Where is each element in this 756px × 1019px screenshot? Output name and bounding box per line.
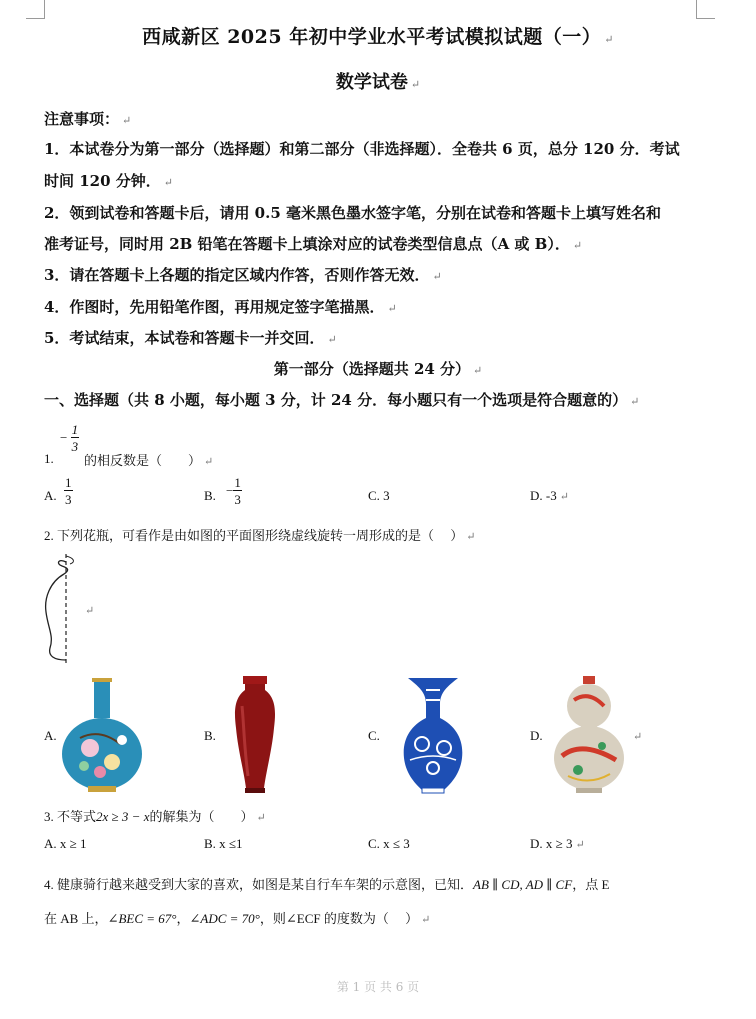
q1-option-b: B. bbox=[204, 488, 216, 503]
q3-option-b: B. x ≤1 bbox=[204, 836, 243, 851]
q3-inequality: 2x ≥ 3 − x bbox=[96, 809, 150, 824]
q3-option-c: C. x ≤ 3 bbox=[368, 836, 410, 851]
notice-heading: 注意事项： ↵ bbox=[44, 110, 132, 128]
q1-fraction bbox=[60, 423, 79, 453]
page-footer: 第 1 页 共 6 页 bbox=[336, 980, 420, 994]
section-title: 一、选择题（共 8 小题，每小题 3 分，计 24 分．每小题只有一个选项是符合题意的） ↵ bbox=[44, 391, 640, 409]
crop-mark-top-right bbox=[696, 0, 715, 19]
vase-d-image bbox=[552, 676, 626, 794]
vase-a-image bbox=[60, 678, 144, 794]
vase-b-image bbox=[232, 676, 278, 794]
q1-number: 1. bbox=[44, 451, 54, 466]
q1-option-a-frac: $\frac{1}{3}$ bbox=[65, 475, 72, 507]
notice-item-2-cont: 准考证号，同时用 2B 铅笔在答题卡上填涂对应的试卷类型信息点（A 或 B）． ↵ bbox=[44, 235, 583, 253]
part1-heading: 第一部分（选择题共 24 分） ↵ bbox=[273, 360, 483, 378]
notice-item-2: 2．领到试卷和答题卡后，请用 0.5 毫米黑色墨水签字笔，分别在试卷和答题卡上填写姓名和 bbox=[44, 204, 661, 222]
notice-item-3: 3．请在答题卡上各题的指定区域内作答，否则作答无效． ↵ bbox=[44, 266, 442, 284]
q1-stem: 的相反数是（ ） ↵ bbox=[84, 453, 214, 468]
q2-option-b: B. bbox=[204, 728, 216, 743]
vase-c-image bbox=[400, 678, 466, 794]
q2-stem: 2. 下列花瓶，可看作是由如图的平面图形绕虚线旋转一周形成的是（ ） ↵ bbox=[44, 528, 476, 543]
q1-option-c: C. 3 bbox=[368, 488, 390, 503]
notice-item-5: 5．考试结束，本试卷和答题卡一并交回． ↵ bbox=[44, 329, 337, 347]
q2-option-a: A. bbox=[44, 728, 57, 743]
q1-denominator: 3 bbox=[71, 439, 79, 454]
notice-item-1: 1．本试卷分为第一部分（选择题）和第二部分（非选择题）．全卷共 6 页，总分 120 分．考试 bbox=[44, 140, 680, 158]
exam-subtitle: 数学试卷 ↵ bbox=[335, 72, 421, 93]
q2-option-c: C. bbox=[368, 728, 380, 743]
q3-stem: 3. 不等式2x ≥ 3 − x的解集为（ ） ↵ bbox=[44, 809, 266, 824]
q1-option-b-frac: − $\frac{1}{3}$ bbox=[226, 475, 241, 507]
exam-title: 西咸新区 2025 年初中学业水平考试模拟试题（一） ↵ bbox=[142, 26, 614, 48]
q4-line-2: 在 AB 上，∠BEC = 67°，∠ADC = 70°，则∠ECF 的度数为（ ） ↵ bbox=[44, 911, 431, 926]
q2-option-d: D. bbox=[530, 728, 543, 743]
q1-neg-sign: − bbox=[60, 430, 68, 445]
q1-numerator: 1 bbox=[71, 422, 79, 437]
notice-item-1-cont: 时间 120 分钟． ↵ bbox=[44, 172, 173, 190]
q3-option-a: A. x ≥ 1 bbox=[44, 836, 87, 851]
q4-line-1: 4. 健康骑行越来越受到大家的喜欢，如图是某自行车车架的示意图，已知．AB ∥ CD, AD ∥ CF，点 E bbox=[44, 877, 610, 892]
q1-option-a: A. bbox=[44, 488, 57, 503]
q1-option-d: D. -3 ↵ bbox=[530, 488, 569, 503]
crop-mark-top-left bbox=[26, 0, 45, 19]
q3-option-d: D. x ≥ 3 ↵ bbox=[530, 836, 585, 851]
notice-item-4: 4．作图时，先用铅笔作图，再用规定签字笔描黑． ↵ bbox=[44, 298, 397, 316]
